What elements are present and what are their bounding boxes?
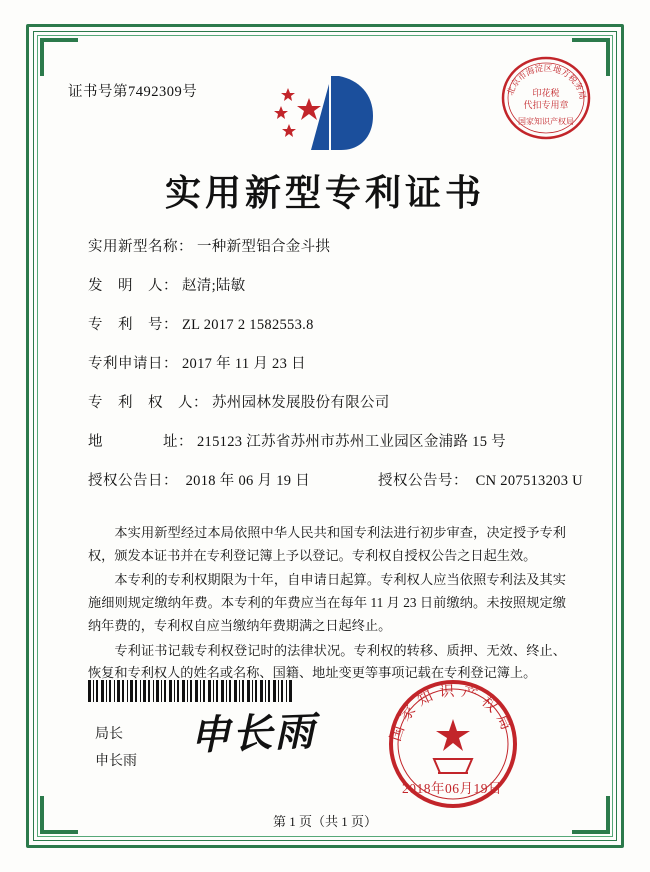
field-list	[88, 235, 588, 508]
grant-date-label: 授权公告日：	[88, 473, 178, 489]
field-value: 215123 江苏省苏州市苏州工业园区金浦路 15 号	[197, 434, 506, 450]
svg-text:代扣专用章: 代扣专用章	[523, 101, 569, 111]
field-label: 专利申请日：	[88, 356, 178, 372]
field-label: 专 利 权 人：	[88, 395, 208, 411]
svg-text:北京市海淀区地方税务局: 北京市海淀区地方税务局	[505, 63, 588, 101]
signature-block	[95, 722, 137, 775]
field-row	[88, 352, 588, 373]
field-row	[88, 313, 588, 334]
grant-number-group	[378, 469, 583, 490]
field-value: 赵清;陆敏	[182, 278, 246, 294]
grant-number-value: CN 207513203 U	[475, 473, 583, 489]
field-label: 实用新型名称：	[88, 239, 193, 255]
grant-announcement-row	[88, 469, 588, 490]
grant-number-label: 授权公告号：	[378, 473, 468, 489]
handwritten-signature: 申长雨	[189, 707, 317, 760]
signature-name: 申长雨	[95, 753, 137, 769]
field-row	[88, 430, 588, 451]
field-value: 苏州园林发展股份有限公司	[212, 395, 390, 411]
paragraph: 本实用新型经过本局依照中华人民共和国专利法进行初步审查，决定授予专利权，颁发本证书并在专利登记簿上予以登记。专利权自授权公告之日起生效。	[88, 525, 566, 563]
field-label: 发 明 人：	[88, 278, 178, 294]
field-label: 地 址：	[88, 434, 193, 450]
seal-date: 2018年06月19日	[402, 781, 502, 796]
barcode	[88, 680, 296, 702]
field-row	[88, 235, 588, 256]
field-row	[88, 391, 588, 412]
field-value: 一种新型铝合金斗拱	[197, 239, 331, 255]
field-label: 专 利 号：	[88, 317, 178, 333]
field-value: 2017 年 11 月 23 日	[182, 356, 306, 372]
signature-role: 局长	[95, 727, 123, 742]
paragraph: 本专利的专利权期限为十年，自申请日起算。专利权人应当依照专利法及其实施细则规定缴纳年费。本专利的年费应当在每年 11 月 23 日前缴纳。未按照规定缴纳年费的，专利权自应当缴纳年费期满之日起终止。	[88, 572, 566, 633]
field-value: ZL 2017 2 1582553.8	[182, 317, 314, 333]
tax-stamp-seal-icon	[500, 52, 592, 144]
grant-date-value: 2018 年 06 月 19 日	[185, 473, 311, 489]
patent-office-logo-icon	[271, 72, 379, 154]
corner-ornament-top-left	[40, 38, 78, 76]
svg-text:印花税: 印花税	[532, 89, 560, 99]
paragraph: 专利证书记载专利权登记时的法律状况。专利权的转移、质押、无效、终止、恢复和专利权人的姓名或名称、国籍、地址变更等事项记载在专利登记簿上。	[88, 642, 566, 681]
svg-text:国家知识产权局: 国家知识产权局	[386, 681, 519, 744]
page-number: 第 1 页（共 1 页）	[272, 814, 377, 829]
legal-text-block	[88, 522, 566, 687]
certificate-number: 证书号第7492309号	[68, 84, 198, 100]
svg-text:国家知识产权局: 国家知识产权局	[518, 117, 574, 126]
field-row	[88, 274, 588, 295]
page-title: 实用新型专利证书	[164, 172, 485, 214]
